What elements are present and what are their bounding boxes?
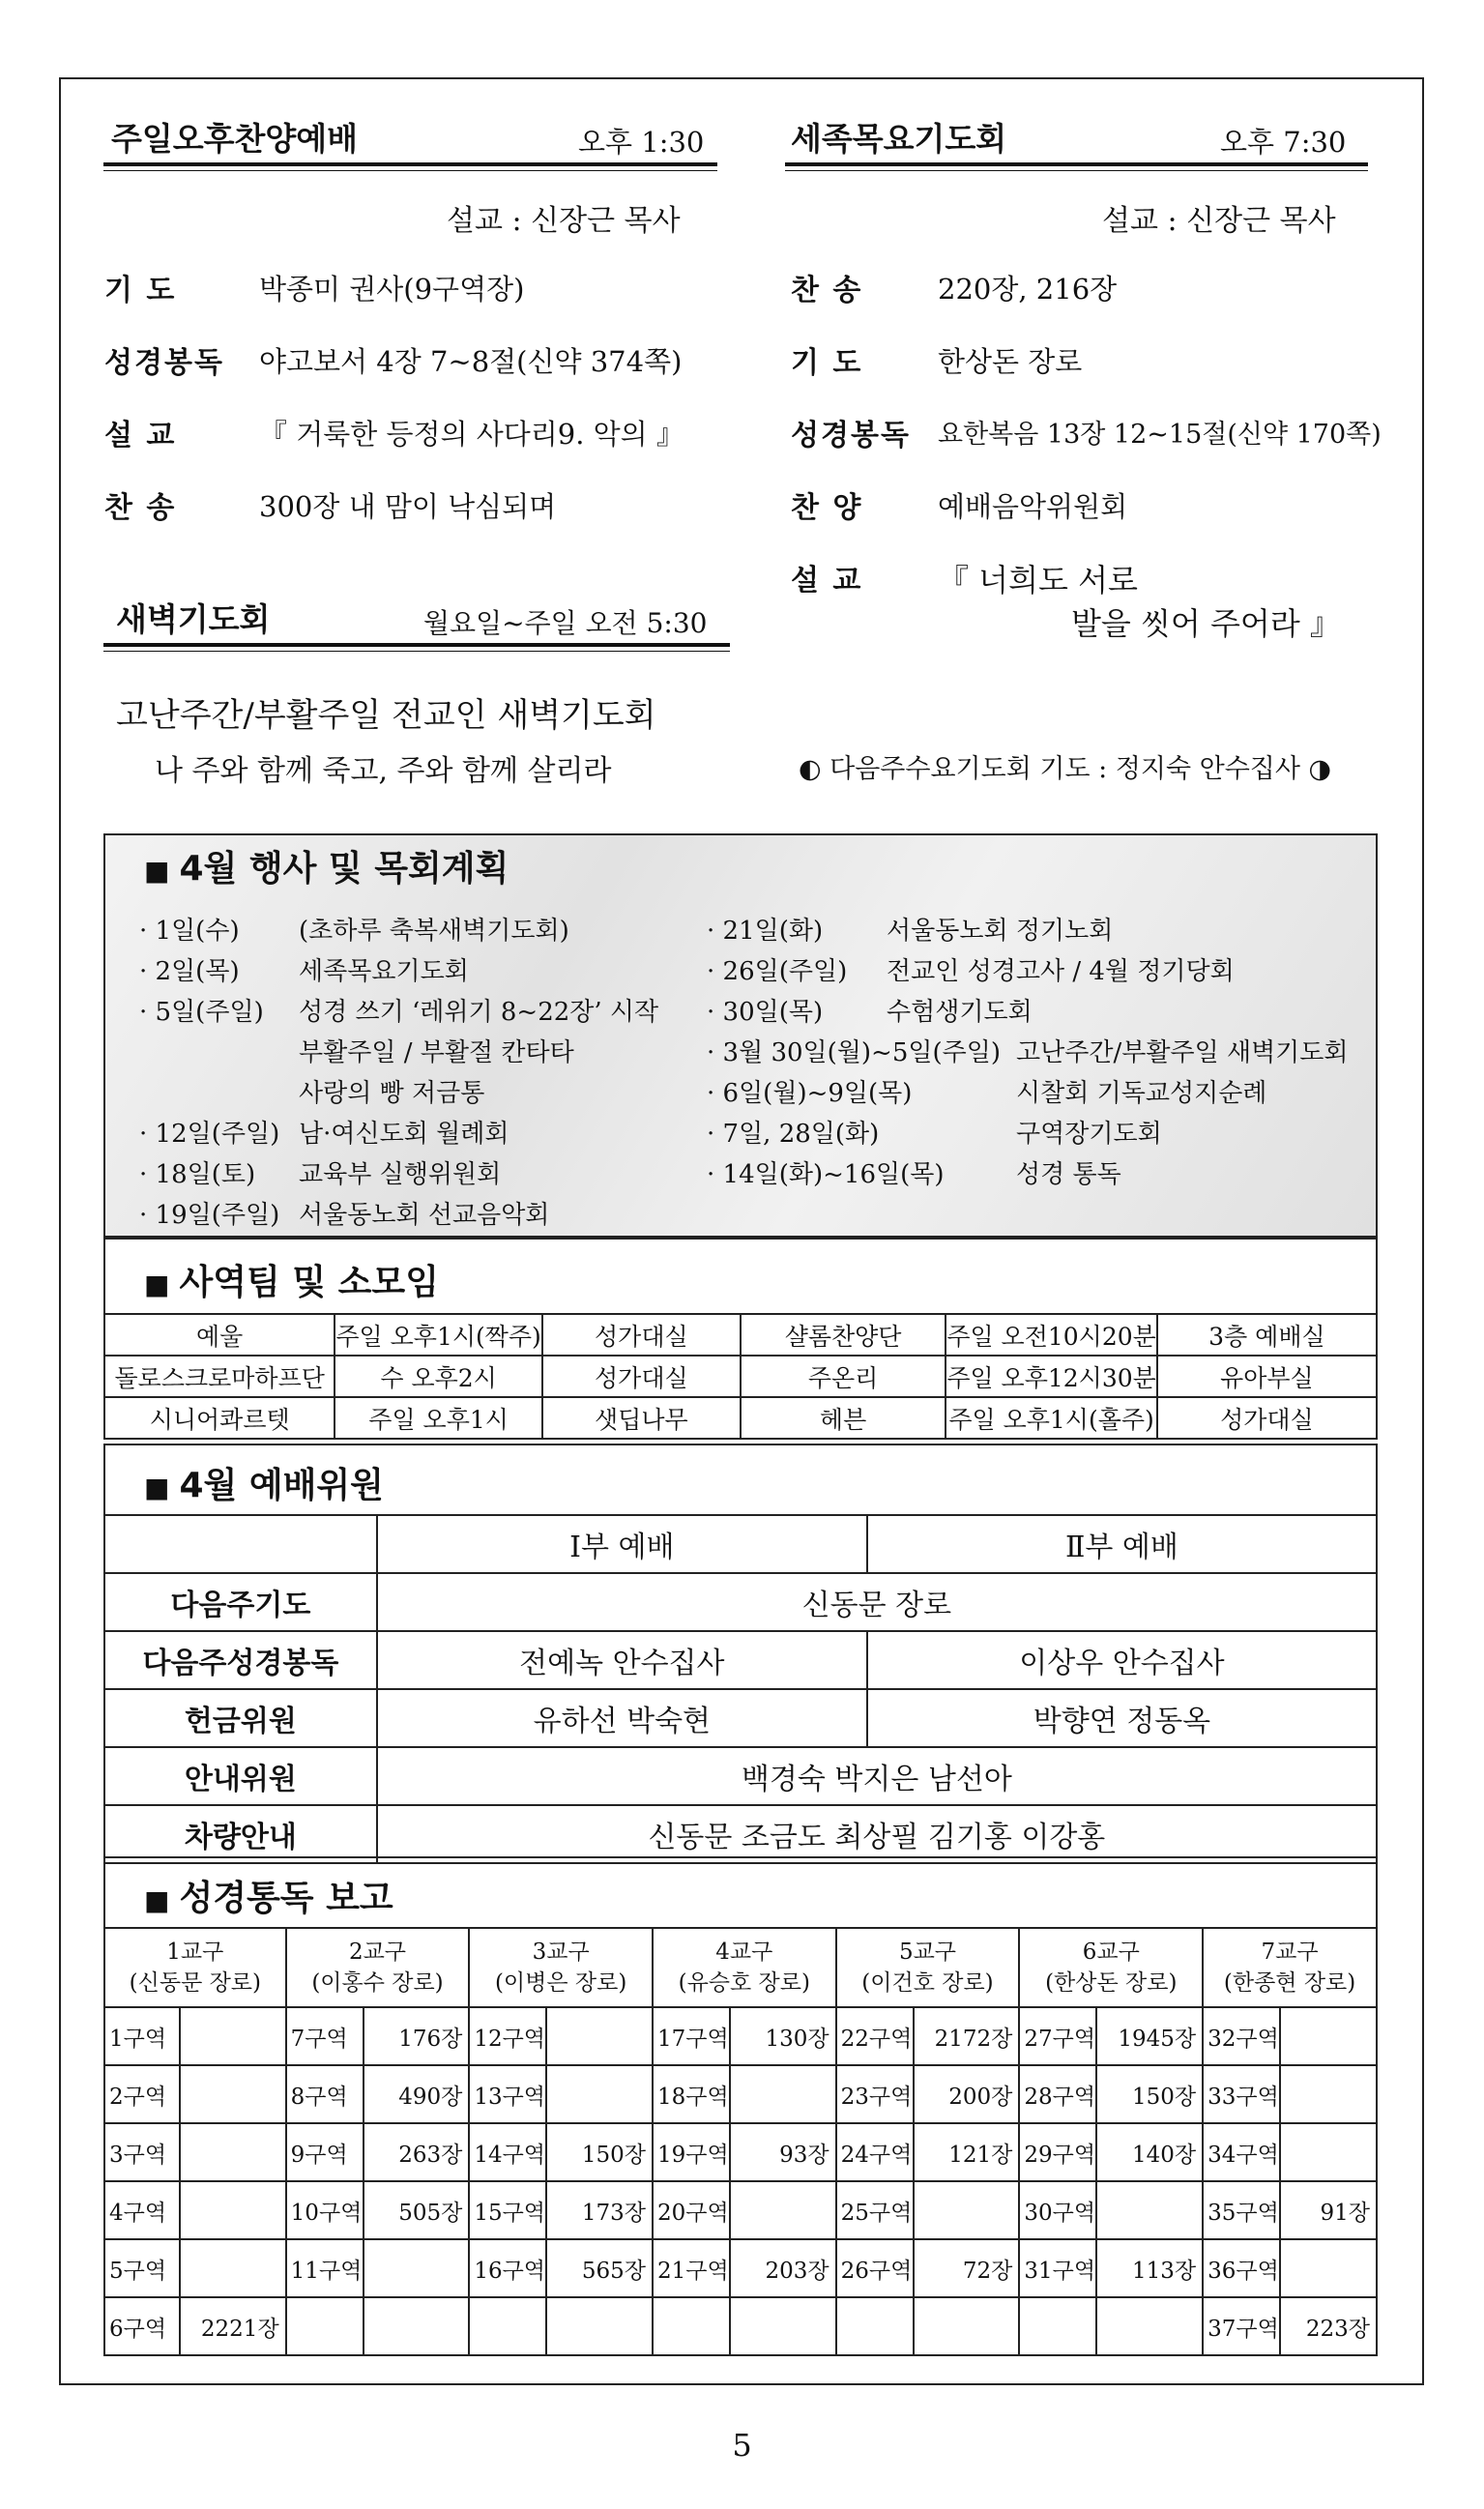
- table-row: [104, 1631, 1377, 1689]
- service2-header: Ⅱ부 예배: [867, 1515, 1377, 1573]
- team-name: 샬롬찬양단: [741, 1314, 946, 1356]
- ministry-teams-heading: [144, 1255, 439, 1304]
- table-row: [104, 2065, 1377, 2123]
- sunday-afternoon-title: 주일오후찬양예배: [111, 120, 359, 158]
- chapters-read: [364, 2297, 470, 2355]
- chapters-read: 173장: [546, 2181, 653, 2239]
- row-value: 300장 내 맘이 낙심되며: [259, 490, 557, 523]
- chapters-read: 113장: [1096, 2239, 1203, 2297]
- title-rule: [103, 643, 730, 647]
- chapters-read: 93장: [730, 2123, 836, 2181]
- row-label: 설 교: [104, 419, 177, 452]
- team-time: 주일 오후1시(홀주): [946, 1397, 1156, 1439]
- april-events-title: 4월 행사 및 목회계획: [179, 849, 509, 889]
- event-desc: 시찰회 기독교성지순례: [1016, 1079, 1267, 1108]
- district-leader: (이병은 장로): [494, 1970, 627, 1996]
- chapters-read: 91장: [1280, 2181, 1377, 2239]
- dawn-prayer-title: 새벽기도회: [116, 600, 271, 638]
- table-row: [104, 1397, 1377, 1439]
- square-bullet-icon: ■: [144, 1472, 170, 1503]
- event-desc: 세족목요기도회: [299, 957, 469, 986]
- next-prayer-note: ◐ 다음주수요기도회 기도 : 정지숙 안수집사 ◑: [799, 754, 1332, 784]
- chapters-read: [180, 2007, 286, 2065]
- chapters-read: [1280, 2007, 1377, 2065]
- table-row: [104, 2007, 1377, 2065]
- square-bullet-icon: ■: [144, 1269, 170, 1300]
- chapters-read: 203장: [730, 2239, 836, 2297]
- zone-name: 1구역: [104, 2007, 180, 2065]
- chapters-read: 565장: [546, 2239, 653, 2297]
- event-date: · 21일(화): [707, 917, 824, 946]
- zone-name: 8구역: [286, 2065, 364, 2123]
- chapters-read: [914, 2181, 1020, 2239]
- zone-name: 4구역: [104, 2181, 180, 2239]
- zone-name: 21구역: [653, 2239, 730, 2297]
- event-date: · 14일(화)~16일(목): [707, 1160, 945, 1189]
- ministry-teams-header: [103, 1238, 1378, 1315]
- table-row: [104, 2123, 1377, 2181]
- row-value: 220장, 216장: [938, 273, 1118, 306]
- team-time: 수 오후2시: [335, 1356, 541, 1397]
- service1-header: Ⅰ부 예배: [377, 1515, 867, 1573]
- event-desc: 수험생기도회: [887, 998, 1033, 1027]
- chapters-read: 263장: [364, 2123, 470, 2181]
- chapters-read: 223장: [1280, 2297, 1377, 2355]
- zone-name: 35구역: [1203, 2181, 1280, 2239]
- event-desc: 전교인 성경고사 / 4월 정기당회: [887, 957, 1235, 986]
- row-value: 한상돈 장로: [938, 345, 1083, 378]
- team-name: 시니어콰르텟: [104, 1397, 335, 1439]
- role-label: 다음주성경봉독: [104, 1631, 377, 1689]
- district-leader: (신동문 장로): [129, 1970, 262, 1996]
- district-header: [286, 1928, 470, 2007]
- event-date: · 5일(주일): [139, 998, 264, 1027]
- event-date: · 6일(월)~9일(목): [707, 1079, 913, 1108]
- dawn-prayer-line2: 나 주와 함께 죽고, 주와 함께 살리라: [155, 754, 612, 788]
- chapters-read: [1096, 2297, 1203, 2355]
- chapters-read: [546, 2297, 653, 2355]
- table-row: [104, 1515, 1377, 1573]
- row-label: 설 교: [791, 564, 863, 598]
- district-name: 4교구: [715, 1940, 773, 1965]
- team-time: 주일 오후1시: [335, 1397, 541, 1439]
- event-desc: 성경 쓰기 ‘레위기 8~22장’ 시작: [299, 998, 659, 1027]
- table-row: [104, 1573, 1377, 1631]
- bible-reading-title: 성경통독 보고: [179, 1879, 393, 1918]
- bible-reading-heading: [144, 1871, 393, 1920]
- role-label: 헌금위원: [104, 1689, 377, 1747]
- row-value: 박종미 권사(9구역장): [259, 273, 525, 306]
- event-date: · 1일(수): [139, 917, 240, 946]
- district-name: 6교구: [1082, 1940, 1140, 1965]
- event-date: · 3월 30일(월)~5일(주일): [707, 1038, 1002, 1067]
- team-place: 샛딥나무: [542, 1397, 741, 1439]
- role-value: 백경숙 박지은 남선아: [377, 1747, 1377, 1805]
- zone-name: 16구역: [469, 2239, 546, 2297]
- chapters-read: [180, 2239, 286, 2297]
- row-label: 찬 송: [791, 274, 863, 307]
- district-name: 3교구: [532, 1940, 590, 1965]
- zone-name: 10구역: [286, 2181, 364, 2239]
- zone-name: 14구역: [469, 2123, 546, 2181]
- role-value: 신동문 조금도 최상필 김기홍 이강홍: [377, 1805, 1377, 1863]
- zone-name: 18구역: [653, 2065, 730, 2123]
- event-date: · 30일(목): [707, 998, 824, 1027]
- event-desc: 구역장기도회: [1016, 1120, 1162, 1149]
- zone-name: 31구역: [1019, 2239, 1096, 2297]
- event-desc: 사랑의 빵 저금통: [299, 1079, 485, 1108]
- title-rule: [785, 162, 1368, 166]
- dawn-prayer-time: 월요일~주일 오전 5:30: [423, 607, 708, 639]
- zone-name: 25구역: [836, 2181, 914, 2239]
- row-label: 찬 송: [104, 491, 177, 525]
- zone-name: 23구역: [836, 2065, 914, 2123]
- zone-name: [653, 2297, 730, 2355]
- zone-name: 29구역: [1019, 2123, 1096, 2181]
- zone-name: 11구역: [286, 2239, 364, 2297]
- zone-name: 24구역: [836, 2123, 914, 2181]
- thursday-prayer-time: 오후 7:30: [1220, 126, 1347, 159]
- event-desc: 서울동노회 정기노회: [887, 917, 1114, 946]
- zone-name: 5구역: [104, 2239, 180, 2297]
- team-time: 주일 오후12시30분: [946, 1356, 1156, 1397]
- event-desc: 교육부 실행위원회: [299, 1160, 502, 1189]
- chapters-read: 150장: [546, 2123, 653, 2181]
- chapters-read: 2221장: [180, 2297, 286, 2355]
- chapters-read: 505장: [364, 2181, 470, 2239]
- zone-name: 22구역: [836, 2007, 914, 2065]
- zone-name: [469, 2297, 546, 2355]
- sunday-afternoon-preacher: 설교 : 신장근 목사: [447, 204, 681, 238]
- zone-name: 6구역: [104, 2297, 180, 2355]
- square-bullet-icon: ■: [144, 855, 170, 887]
- district-leader: (이건호 장로): [861, 1970, 994, 1996]
- chapters-read: [730, 2297, 836, 2355]
- team-place: 성가대실: [542, 1356, 741, 1397]
- zone-name: 36구역: [1203, 2239, 1280, 2297]
- table-row: [104, 1805, 1377, 1863]
- worship-committee-heading: [144, 1458, 384, 1507]
- row-value: 요한복음 13장 12~15절(신약 170쪽): [938, 420, 1382, 450]
- zone-name: [286, 2297, 364, 2355]
- row-label: 성경봉독: [791, 419, 911, 452]
- row-value: 『 거룩한 등정의 사다리9. 악의 』: [259, 418, 684, 451]
- worship-committee-table: [103, 1514, 1378, 1864]
- zone-name: 17구역: [653, 2007, 730, 2065]
- table-row: [104, 2239, 1377, 2297]
- table-row: [104, 1928, 1377, 2007]
- chapters-read: [1280, 2065, 1377, 2123]
- chapters-read: [1096, 2181, 1203, 2239]
- event-desc: 남·여신도회 월례회: [299, 1120, 509, 1149]
- page-number: 5: [732, 2427, 752, 2464]
- district-leader: (한종현 장로): [1223, 1970, 1356, 1996]
- april-events-box: [103, 833, 1378, 1238]
- zone-name: [1019, 2297, 1096, 2355]
- zone-name: 32구역: [1203, 2007, 1280, 2065]
- chapters-read: [546, 2065, 653, 2123]
- row-value: 예배음악위원회: [938, 490, 1128, 523]
- table-row: [104, 1689, 1377, 1747]
- event-desc: 서울동노회 선교음악회: [299, 1201, 550, 1230]
- district-header: [836, 1928, 1020, 2007]
- role-value: 유하선 박숙현: [377, 1689, 867, 1747]
- district-header: [104, 1928, 286, 2007]
- zone-name: 15구역: [469, 2181, 546, 2239]
- zone-name: 19구역: [653, 2123, 730, 2181]
- chapters-read: [730, 2065, 836, 2123]
- zone-name: 3구역: [104, 2123, 180, 2181]
- role-label: 안내위원: [104, 1747, 377, 1805]
- event-date: · 7일, 28일(화): [707, 1120, 880, 1149]
- thursday-prayer-title: 세족목요기도회: [791, 120, 1007, 158]
- team-time: 주일 오전10시20분: [946, 1314, 1156, 1356]
- zone-name: 20구역: [653, 2181, 730, 2239]
- row-label: 찬 양: [791, 491, 863, 525]
- role-value: 이상우 안수집사: [867, 1631, 1377, 1689]
- zone-name: 37구역: [1203, 2297, 1280, 2355]
- district-name: 5교구: [898, 1940, 957, 1965]
- row-label: 기 도: [104, 274, 177, 307]
- table-row: [104, 1314, 1377, 1356]
- chapters-read: 140장: [1096, 2123, 1203, 2181]
- corner-cell: [104, 1515, 377, 1573]
- table-row: [104, 2297, 1377, 2355]
- worship-committee-header: [103, 1444, 1378, 1516]
- row-label: 성경봉독: [104, 346, 224, 380]
- table-row: [104, 1356, 1377, 1397]
- district-leader: (유승호 장로): [678, 1970, 810, 1996]
- event-date: · 18일(토): [139, 1160, 256, 1189]
- zone-name: 26구역: [836, 2239, 914, 2297]
- zone-name: 33구역: [1203, 2065, 1280, 2123]
- row-label: 기 도: [791, 346, 863, 380]
- row-value: 야고보서 4장 7~8절(신약 374쪽): [259, 345, 683, 378]
- event-date: · 26일(주일): [707, 957, 848, 986]
- zone-name: 27구역: [1019, 2007, 1096, 2065]
- chapters-read: [180, 2065, 286, 2123]
- chapters-read: 200장: [914, 2065, 1020, 2123]
- chapters-read: [1280, 2239, 1377, 2297]
- team-place: 유아부실: [1157, 1356, 1377, 1397]
- chapters-read: 490장: [364, 2065, 470, 2123]
- role-label: 다음주기도: [104, 1573, 377, 1631]
- district-name: 2교구: [348, 1940, 407, 1965]
- team-name: 헤븐: [741, 1397, 946, 1439]
- zone-name: 13구역: [469, 2065, 546, 2123]
- event-date: · 12일(주일): [139, 1120, 280, 1149]
- thursday-prayer-preacher: 설교 : 신장근 목사: [1102, 204, 1336, 238]
- chapters-read: [730, 2181, 836, 2239]
- district-header: [1019, 1928, 1203, 2007]
- title-rule: [103, 162, 717, 166]
- bible-reading-table: [103, 1927, 1378, 2356]
- zone-name: 34구역: [1203, 2123, 1280, 2181]
- event-desc: 성경 통독: [1016, 1160, 1121, 1189]
- district-header: [1203, 1928, 1377, 2007]
- square-bullet-icon: ■: [144, 1884, 170, 1916]
- team-time: 주일 오후1시(짝주): [335, 1314, 541, 1356]
- title-rule-thin: [785, 170, 1368, 171]
- event-desc: (초하루 축복새벽기도회): [299, 917, 569, 946]
- team-place: 성가대실: [542, 1314, 741, 1356]
- chapters-read: 130장: [730, 2007, 836, 2065]
- district-name: 1교구: [166, 1940, 224, 1965]
- table-row: [104, 1747, 1377, 1805]
- row-value: 『 너희도 서로: [938, 562, 1138, 598]
- chapters-read: [180, 2123, 286, 2181]
- chapters-read: [1280, 2123, 1377, 2181]
- chapters-read: 121장: [914, 2123, 1020, 2181]
- title-rule-thin: [103, 651, 730, 652]
- team-name: 예울: [104, 1314, 335, 1356]
- april-events-heading: [144, 841, 509, 890]
- chapters-read: [914, 2297, 1020, 2355]
- zone-name: [836, 2297, 914, 2355]
- bible-reading-header: [103, 1856, 1378, 1929]
- sunday-afternoon-time: 오후 1:30: [578, 126, 705, 159]
- zone-name: 9구역: [286, 2123, 364, 2181]
- chapters-read: 2172장: [914, 2007, 1020, 2065]
- zone-name: 7구역: [286, 2007, 364, 2065]
- zone-name: 28구역: [1019, 2065, 1096, 2123]
- chapters-read: 176장: [364, 2007, 470, 2065]
- sermon-line2: 발을 씻어 주어라 』: [1071, 605, 1341, 642]
- team-place: 성가대실: [1157, 1397, 1377, 1439]
- team-name: 주온리: [741, 1356, 946, 1397]
- district-name: 7교구: [1261, 1940, 1319, 1965]
- event-date: · 19일(주일): [139, 1201, 280, 1230]
- role-label: 차량안내: [104, 1805, 377, 1863]
- team-place: 3층 예배실: [1157, 1314, 1377, 1356]
- role-value: 신동문 장로: [377, 1573, 1377, 1631]
- team-name: 돌로스크로마하프단: [104, 1356, 335, 1397]
- role-value: 전예녹 안수집사: [377, 1631, 867, 1689]
- worship-committee-title: 4월 예배위원: [179, 1466, 384, 1505]
- chapters-read: [364, 2239, 470, 2297]
- dawn-prayer-line1: 고난주간/부활주일 전교인 새벽기도회: [116, 696, 656, 735]
- chapters-read: 72장: [914, 2239, 1020, 2297]
- title-rule-thin: [103, 170, 717, 171]
- district-leader: (한상돈 장로): [1045, 1970, 1178, 1996]
- chapters-read: 1945장: [1096, 2007, 1203, 2065]
- chapters-read: 150장: [1096, 2065, 1203, 2123]
- zone-name: 2구역: [104, 2065, 180, 2123]
- district-leader: (이홍수 장로): [311, 1970, 444, 1996]
- event-date: · 2일(목): [139, 957, 240, 986]
- event-desc: 부활주일 / 부활절 칸타타: [299, 1038, 574, 1067]
- table-row: [104, 2181, 1377, 2239]
- ministry-teams-table: [103, 1313, 1378, 1440]
- district-header: [469, 1928, 653, 2007]
- zone-name: 12구역: [469, 2007, 546, 2065]
- district-header: [653, 1928, 836, 2007]
- event-desc: 고난주간/부활주일 새벽기도회: [1016, 1038, 1349, 1067]
- chapters-read: [546, 2007, 653, 2065]
- ministry-teams-title: 사역팀 및 소모임: [179, 1263, 439, 1302]
- chapters-read: [180, 2181, 286, 2239]
- role-value: 박향연 정동옥: [867, 1689, 1377, 1747]
- zone-name: 30구역: [1019, 2181, 1096, 2239]
